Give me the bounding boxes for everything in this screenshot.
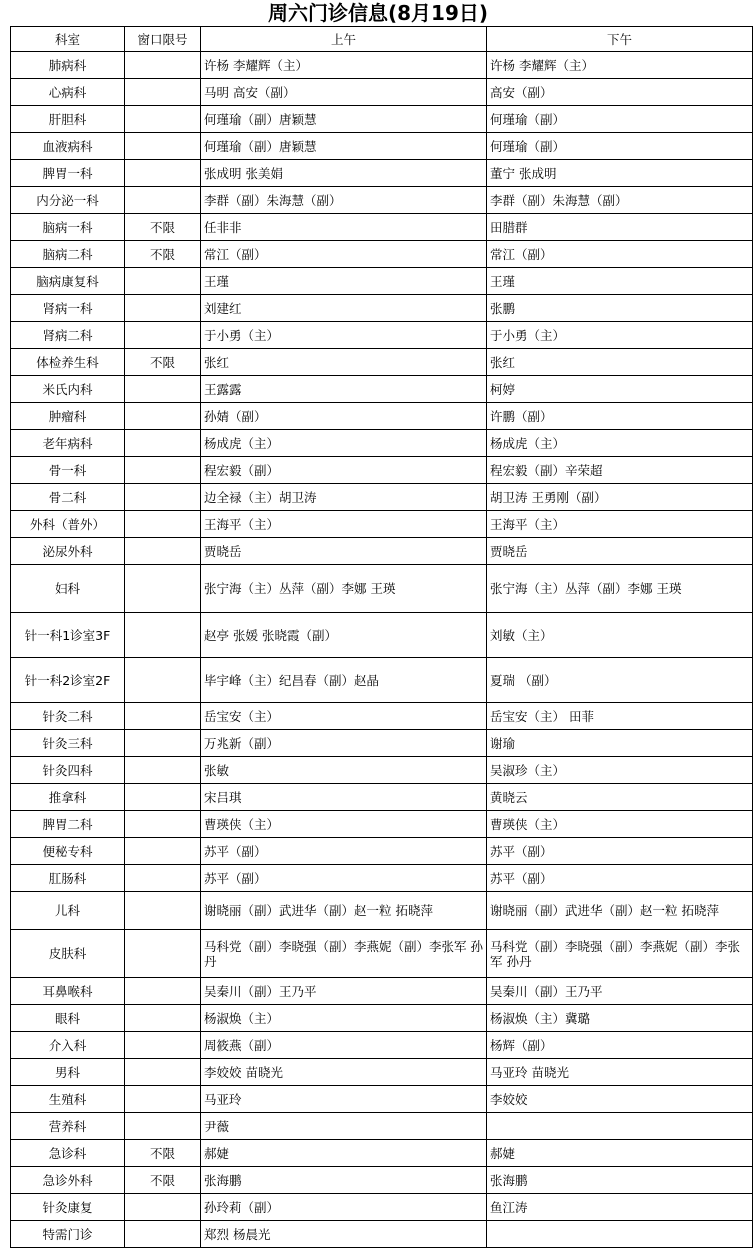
- am-cell: 马亚玲: [201, 1086, 487, 1113]
- dept-cell: 血液病科: [11, 133, 125, 160]
- pm-cell: 鱼江涛: [487, 1194, 753, 1221]
- am-cell: 张红: [201, 349, 487, 376]
- pm-cell: 郝婕: [487, 1140, 753, 1167]
- table-row: [11, 703, 753, 730]
- dept-cell: 肝胆科: [11, 106, 125, 133]
- header-limit: 窗口限号: [125, 27, 201, 52]
- dept-cell: 脑病一科: [11, 214, 125, 241]
- am-cell: 谢晓丽（副）武进华（副）赵一粒 拓晓萍: [201, 892, 487, 930]
- table-row: [11, 892, 753, 930]
- limit-cell: [125, 865, 201, 892]
- am-cell: 吴秦川（副）王乃平: [201, 978, 487, 1005]
- am-cell: 任非非: [201, 214, 487, 241]
- table-row: [11, 295, 753, 322]
- table-row: [11, 1059, 753, 1086]
- am-cell: 于小勇（主）: [201, 322, 487, 349]
- dept-cell: 脑病康复科: [11, 268, 125, 295]
- table-row: [11, 865, 753, 892]
- limit-cell: [125, 978, 201, 1005]
- header-row: [11, 27, 753, 52]
- pm-cell: 张鹏: [487, 295, 753, 322]
- dept-cell: 介入科: [11, 1032, 125, 1059]
- table-row: [11, 1221, 753, 1248]
- table-row: [11, 214, 753, 241]
- am-cell: 杨成虎（主）: [201, 430, 487, 457]
- limit-cell: [125, 52, 201, 79]
- table-row: [11, 1086, 753, 1113]
- limit-cell: [125, 784, 201, 811]
- limit-cell: [125, 1086, 201, 1113]
- am-cell: 郑烈 杨晨光: [201, 1221, 487, 1248]
- table-row: [11, 241, 753, 268]
- dept-cell: 老年病科: [11, 430, 125, 457]
- am-cell: 马明 高安（副）: [201, 79, 487, 106]
- pm-cell: 何瑾瑜（副）: [487, 106, 753, 133]
- table-row: [11, 52, 753, 79]
- limit-cell: [125, 730, 201, 757]
- limit-cell: [125, 430, 201, 457]
- pm-cell: 刘敏（主）: [487, 613, 753, 658]
- am-cell: 何瑾瑜（副）唐颖慧: [201, 133, 487, 160]
- limit-cell: [125, 376, 201, 403]
- table-row: [11, 930, 753, 978]
- am-cell: 程宏毅（副）: [201, 457, 487, 484]
- am-cell: 周筱燕（副）: [201, 1032, 487, 1059]
- dept-cell: 耳鼻喉科: [11, 978, 125, 1005]
- dept-cell: 针一科1诊室3F: [11, 613, 125, 658]
- dept-cell: 急诊外科: [11, 1167, 125, 1194]
- am-cell: 边全禄（主）胡卫涛: [201, 484, 487, 511]
- pm-cell: 许杨 李耀辉（主）: [487, 52, 753, 79]
- pm-cell: 王海平（主）: [487, 511, 753, 538]
- limit-cell: [125, 457, 201, 484]
- pm-cell: 李群（副）朱海慧（副）: [487, 187, 753, 214]
- limit-cell: 不限: [125, 214, 201, 241]
- dept-cell: 男科: [11, 1059, 125, 1086]
- table-row: [11, 403, 753, 430]
- pm-cell: 马亚玲 苗晓光: [487, 1059, 753, 1086]
- pm-cell: 岳宝安（主） 田菲: [487, 703, 753, 730]
- pm-cell: 张宁海（主）丛萍（副）李娜 王瑛: [487, 565, 753, 613]
- dept-cell: 营养科: [11, 1113, 125, 1140]
- limit-cell: [125, 1059, 201, 1086]
- am-cell: 张宁海（主）丛萍（副）李娜 王瑛: [201, 565, 487, 613]
- am-cell: 王海平（主）: [201, 511, 487, 538]
- limit-cell: [125, 892, 201, 930]
- limit-cell: [125, 187, 201, 214]
- am-cell: 常江（副）: [201, 241, 487, 268]
- header-pm: 下午: [487, 27, 753, 52]
- table-row: [11, 160, 753, 187]
- am-cell: 尹薇: [201, 1113, 487, 1140]
- table-row: [11, 484, 753, 511]
- pm-cell: 许鹏（副）: [487, 403, 753, 430]
- table-row: [11, 1140, 753, 1167]
- am-cell: 何瑾瑜（副）唐颖慧: [201, 106, 487, 133]
- limit-cell: [125, 1005, 201, 1032]
- pm-cell: 高安（副）: [487, 79, 753, 106]
- am-cell: 曹瑛侠（主）: [201, 811, 487, 838]
- pm-cell: 王瑾: [487, 268, 753, 295]
- dept-cell: 外科（普外）: [11, 511, 125, 538]
- table-row: [11, 838, 753, 865]
- am-cell: 岳宝安（主）: [201, 703, 487, 730]
- limit-cell: [125, 565, 201, 613]
- dept-cell: 肾病二科: [11, 322, 125, 349]
- dept-cell: 脾胃二科: [11, 811, 125, 838]
- dept-cell: 推拿科: [11, 784, 125, 811]
- am-cell: 李姣姣 苗晓光: [201, 1059, 487, 1086]
- limit-cell: 不限: [125, 349, 201, 376]
- am-cell: 杨淑焕（主）: [201, 1005, 487, 1032]
- pm-cell: 董宁 张成明: [487, 160, 753, 187]
- table-row: [11, 349, 753, 376]
- limit-cell: [125, 133, 201, 160]
- table-row: [11, 1005, 753, 1032]
- pm-cell: 张海鹏: [487, 1167, 753, 1194]
- table-row: [11, 430, 753, 457]
- am-cell: 郝婕: [201, 1140, 487, 1167]
- dept-cell: 特需门诊: [11, 1221, 125, 1248]
- am-cell: 李群（副）朱海慧（副）: [201, 187, 487, 214]
- dept-cell: 肺病科: [11, 52, 125, 79]
- pm-cell: [487, 1113, 753, 1140]
- am-cell: 毕宇峰（主）纪昌春（副）赵晶: [201, 658, 487, 703]
- dept-cell: 脾胃一科: [11, 160, 125, 187]
- pm-cell: 柯婷: [487, 376, 753, 403]
- dept-cell: 心病科: [11, 79, 125, 106]
- limit-cell: [125, 1113, 201, 1140]
- am-cell: 王瑾: [201, 268, 487, 295]
- header-dept: 科室: [11, 27, 125, 52]
- page-title: 周六门诊信息(8月19日): [267, 1, 489, 25]
- pm-cell: 苏平（副）: [487, 838, 753, 865]
- pm-cell: 常江（副）: [487, 241, 753, 268]
- pm-cell: 黄晓云: [487, 784, 753, 811]
- limit-cell: [125, 511, 201, 538]
- am-cell: 张敏: [201, 757, 487, 784]
- pm-cell: 马科党（副）李晓强（副）李燕妮（副）李张军 孙丹: [487, 930, 753, 978]
- dept-cell: 儿科: [11, 892, 125, 930]
- pm-cell: 谢晓丽（副）武进华（副）赵一粒 拓晓萍: [487, 892, 753, 930]
- am-cell: 孙玲莉（副）: [201, 1194, 487, 1221]
- pm-cell: 李姣姣: [487, 1086, 753, 1113]
- limit-cell: [125, 1221, 201, 1248]
- table-row: [11, 1194, 753, 1221]
- limit-cell: [125, 1194, 201, 1221]
- limit-cell: [125, 160, 201, 187]
- schedule-body: [11, 52, 753, 1248]
- am-cell: 宋吕琪: [201, 784, 487, 811]
- limit-cell: 不限: [125, 241, 201, 268]
- table-row: [11, 376, 753, 403]
- dept-cell: 体检养生科: [11, 349, 125, 376]
- table-row: [11, 106, 753, 133]
- limit-cell: [125, 757, 201, 784]
- table-row: [11, 613, 753, 658]
- table-row: [11, 511, 753, 538]
- am-cell: 刘建红: [201, 295, 487, 322]
- am-cell: 赵亭 张媛 张晓霞（副）: [201, 613, 487, 658]
- dept-cell: 脑病二科: [11, 241, 125, 268]
- dept-cell: 泌尿外科: [11, 538, 125, 565]
- dept-cell: 骨二科: [11, 484, 125, 511]
- table-row: [11, 457, 753, 484]
- am-cell: 张海鹏: [201, 1167, 487, 1194]
- pm-cell: 于小勇（主）: [487, 322, 753, 349]
- table-row: [11, 1113, 753, 1140]
- pm-cell: 贾晓岳: [487, 538, 753, 565]
- limit-cell: [125, 930, 201, 978]
- dept-cell: 便秘专科: [11, 838, 125, 865]
- pm-cell: 曹瑛侠（主）: [487, 811, 753, 838]
- table-row: [11, 978, 753, 1005]
- dept-cell: 生殖科: [11, 1086, 125, 1113]
- limit-cell: 不限: [125, 1140, 201, 1167]
- table-row: [11, 1032, 753, 1059]
- pm-cell: 吴淑珍（主）: [487, 757, 753, 784]
- dept-cell: 肿瘤科: [11, 403, 125, 430]
- pm-cell: 张红: [487, 349, 753, 376]
- am-cell: 苏平（副）: [201, 865, 487, 892]
- limit-cell: [125, 658, 201, 703]
- limit-cell: [125, 703, 201, 730]
- am-cell: 马科党（副）李晓强（副）李燕妮（副）李张军 孙丹: [201, 930, 487, 978]
- table-row: [11, 784, 753, 811]
- limit-cell: [125, 268, 201, 295]
- dept-cell: 急诊科: [11, 1140, 125, 1167]
- table-row: [11, 565, 753, 613]
- dept-cell: 针灸四科: [11, 757, 125, 784]
- table-row: [11, 187, 753, 214]
- pm-cell: 杨淑焕（主）冀璐: [487, 1005, 753, 1032]
- am-cell: 贾晓岳: [201, 538, 487, 565]
- limit-cell: [125, 79, 201, 106]
- dept-cell: 米氏内科: [11, 376, 125, 403]
- dept-cell: 皮肤科: [11, 930, 125, 978]
- pm-cell: 田腊群: [487, 214, 753, 241]
- table-row: [11, 79, 753, 106]
- dept-cell: 肾病一科: [11, 295, 125, 322]
- limit-cell: [125, 403, 201, 430]
- pm-cell: 谢瑜: [487, 730, 753, 757]
- limit-cell: [125, 1032, 201, 1059]
- am-cell: 苏平（副）: [201, 838, 487, 865]
- dept-cell: 针灸康复: [11, 1194, 125, 1221]
- pm-cell: [487, 1221, 753, 1248]
- am-cell: 王露露: [201, 376, 487, 403]
- table-row: [11, 811, 753, 838]
- pm-cell: 杨成虎（主）: [487, 430, 753, 457]
- limit-cell: [125, 106, 201, 133]
- table-row: [11, 538, 753, 565]
- am-cell: 张成明 张美娟: [201, 160, 487, 187]
- table-row: [11, 268, 753, 295]
- dept-cell: 骨一科: [11, 457, 125, 484]
- limit-cell: [125, 613, 201, 658]
- dept-cell: 针灸三科: [11, 730, 125, 757]
- am-cell: 许杨 李耀辉（主）: [201, 52, 487, 79]
- am-cell: 孙婧（副）: [201, 403, 487, 430]
- dept-cell: 妇科: [11, 565, 125, 613]
- limit-cell: 不限: [125, 1167, 201, 1194]
- table-row: [11, 658, 753, 703]
- dept-cell: 肛肠科: [11, 865, 125, 892]
- limit-cell: [125, 295, 201, 322]
- dept-cell: 眼科: [11, 1005, 125, 1032]
- table-row: [11, 322, 753, 349]
- schedule-table: [10, 26, 753, 1248]
- limit-cell: [125, 322, 201, 349]
- limit-cell: [125, 484, 201, 511]
- dept-cell: 针灸二科: [11, 703, 125, 730]
- pm-cell: 夏瑞 （副）: [487, 658, 753, 703]
- table-row: [11, 730, 753, 757]
- limit-cell: [125, 838, 201, 865]
- header-am: 上午: [201, 27, 487, 52]
- pm-cell: 胡卫涛 王勇刚（副）: [487, 484, 753, 511]
- table-row: [11, 1167, 753, 1194]
- dept-cell: 针一科2诊室2F: [11, 658, 125, 703]
- pm-cell: 何瑾瑜（副）: [487, 133, 753, 160]
- pm-cell: 杨辉（副）: [487, 1032, 753, 1059]
- table-row: [11, 133, 753, 160]
- limit-cell: [125, 538, 201, 565]
- table-row: [11, 757, 753, 784]
- pm-cell: 吴秦川（副）王乃平: [487, 978, 753, 1005]
- limit-cell: [125, 811, 201, 838]
- pm-cell: 苏平（副）: [487, 865, 753, 892]
- dept-cell: 内分泌一科: [11, 187, 125, 214]
- am-cell: 万兆新（副）: [201, 730, 487, 757]
- pm-cell: 程宏毅（副）辛荣超: [487, 457, 753, 484]
